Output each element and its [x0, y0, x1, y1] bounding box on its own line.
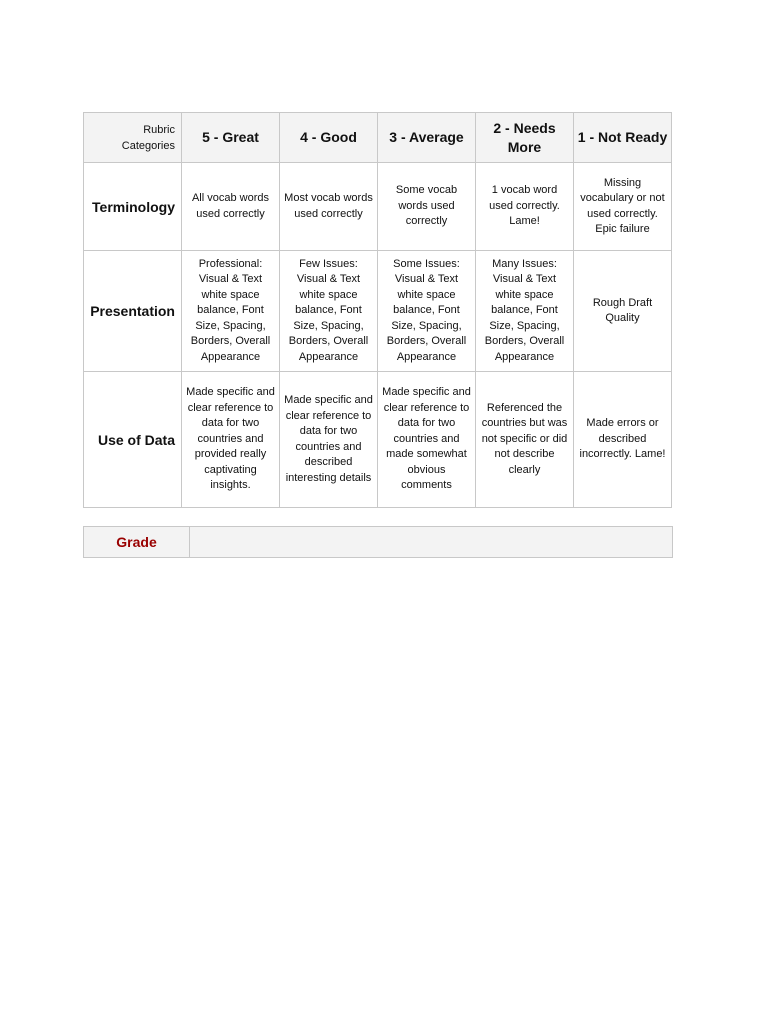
rubric-cell: Some vocab words used correctly: [378, 163, 476, 251]
level-header-2: 2 - Needs More: [476, 113, 574, 163]
rubric-cell: Made errors or described incorrectly. Lame!: [574, 372, 672, 508]
rubric-cell: Made specific and clear reference to data for two countries and made somewhat obvious comments: [378, 372, 476, 508]
category-label: Presentation: [84, 251, 182, 372]
grade-row: [84, 527, 673, 558]
rubric-header-row: [84, 113, 672, 163]
rubric-cell: Many Issues: Visual & Text white space balance, Font Size, Spacing, Borders, Overall Appearance: [476, 251, 574, 372]
rubric-cell: Some Issues: Visual & Text white space balance, Font Size, Spacing, Borders, Overall Appearance: [378, 251, 476, 372]
grade-table: [83, 526, 673, 558]
category-label: Terminology: [84, 163, 182, 251]
rubric-table: [83, 112, 672, 508]
rubric-cell: Few Issues: Visual & Text white space balance, Font Size, Spacing, Borders, Overall Appearance: [280, 251, 378, 372]
rubric-cell: Made specific and clear reference to data for two countries and provided really captivating insights.: [182, 372, 280, 508]
grade-value-field[interactable]: [190, 527, 673, 558]
level-header-1: 1 - Not Ready: [574, 113, 672, 163]
rubric-categories-header: Rubric Categories: [84, 113, 182, 163]
level-header-5: 5 - Great: [182, 113, 280, 163]
rubric-cell: Rough Draft Quality: [574, 251, 672, 372]
rubric-cell: 1 vocab word used correctly. Lame!: [476, 163, 574, 251]
level-header-3: 3 - Average: [378, 113, 476, 163]
rubric-row-terminology: [84, 163, 672, 251]
rubric-cell: Most vocab words used correctly: [280, 163, 378, 251]
rubric-cell: Referenced the countries but was not specific or did not describe clearly: [476, 372, 574, 508]
level-header-4: 4 - Good: [280, 113, 378, 163]
rubric-row-use-of-data: [84, 372, 672, 508]
rubric-cell: Missing vocabulary or not used correctly. Epic failure: [574, 163, 672, 251]
rubric-cell: Made specific and clear reference to data for two countries and described interesting details: [280, 372, 378, 508]
grade-label: Grade: [84, 527, 190, 558]
category-label: Use of Data: [84, 372, 182, 508]
rubric-row-presentation: [84, 251, 672, 372]
rubric-cell: All vocab words used correctly: [182, 163, 280, 251]
rubric-cell: Professional: Visual & Text white space balance, Font Size, Spacing, Borders, Overall Appearance: [182, 251, 280, 372]
